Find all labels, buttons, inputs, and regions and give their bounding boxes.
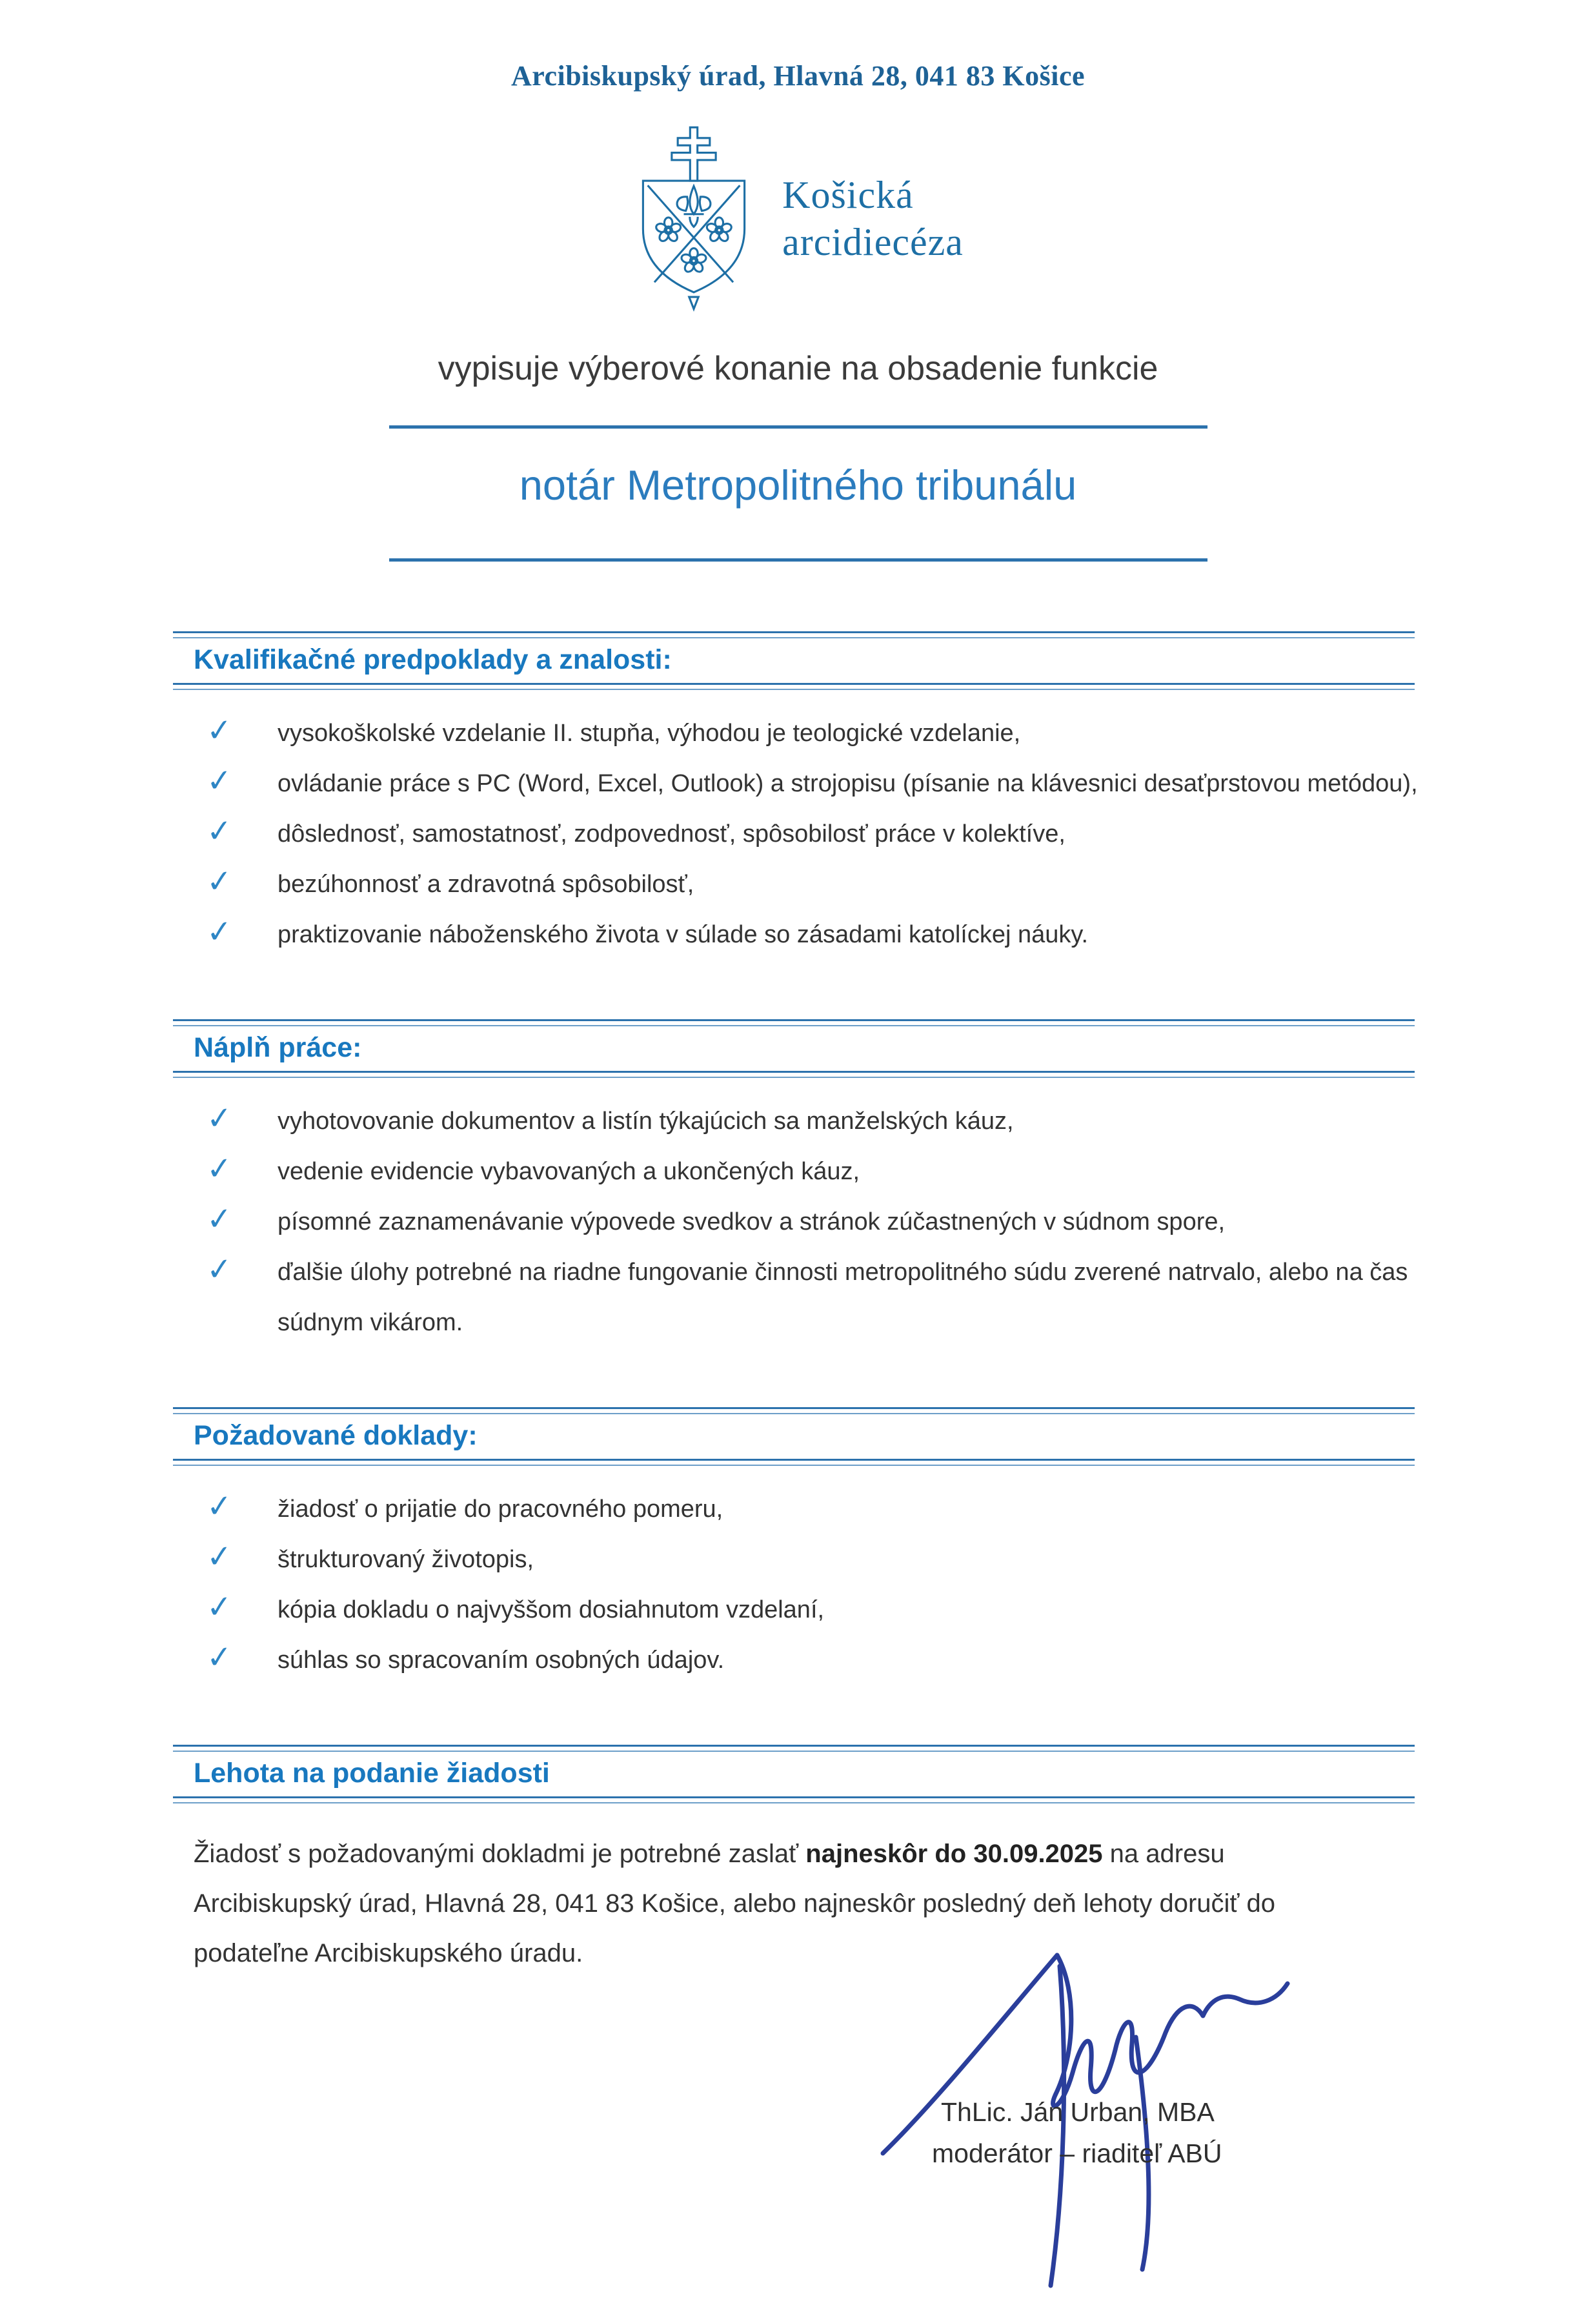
- checklist-item-text: dôslednosť, samostatnosť, zodpovednosť, spôsobilosť práce v kolektíve,: [278, 820, 1066, 848]
- section-rule: [173, 683, 1415, 690]
- check-icon: ✓: [205, 1252, 234, 1288]
- check-icon: ✓: [205, 1488, 234, 1525]
- rose-icon: [655, 218, 682, 243]
- position-title: notár Metropolitného tribunálu: [519, 462, 1077, 509]
- check-icon: ✓: [205, 1589, 234, 1625]
- checklist-item-text: ďalšie úlohy potrebné na riadne fungovanie činnosti metropolitného súdu zverené natrvalo, alebo na čas súdnym vikárom.: [278, 1259, 1408, 1336]
- checklist-item-text: kópia dokladu o najvyššom dosiahnutom vzdelaní,: [278, 1596, 825, 1623]
- checklist-item: [207, 1247, 1435, 1348]
- checklist-item: [207, 1484, 1435, 1534]
- section-required-documents: [0, 1407, 1596, 1685]
- checklist-item: [207, 708, 1435, 758]
- checklist-item: [207, 1197, 1435, 1247]
- deadline-text-start: Žiadosť s požadovanými dokladmi je potrebné zaslať: [194, 1840, 806, 1868]
- checklist-item-text: praktizovanie náboženského života v súlade so zásadami katolíckej náuky.: [278, 921, 1089, 948]
- section-rule: [173, 1459, 1415, 1466]
- check-icon: ✓: [205, 914, 234, 950]
- double-cross-icon: [672, 127, 716, 181]
- section-heading: Požadované doklady:: [194, 1420, 478, 1451]
- section-qualifications: [0, 631, 1596, 960]
- checklist-item: [207, 1534, 1435, 1585]
- check-icon: ✓: [205, 1201, 234, 1237]
- checklist: [0, 708, 1596, 960]
- section-rule: [173, 1019, 1415, 1026]
- check-icon: ✓: [205, 1101, 234, 1137]
- section-rule: [173, 1796, 1415, 1803]
- rose-icon: [680, 249, 707, 274]
- signature-block: [865, 1937, 1304, 2305]
- checklist-item-text: bezúhonnosť a zdravotná spôsobilosť,: [278, 871, 694, 898]
- checklist-item-text: vedenie evidencie vybavovaných a ukončených káuz,: [278, 1158, 860, 1185]
- divider-line: [389, 425, 1207, 429]
- checklist-item: [207, 909, 1435, 960]
- check-icon: ✓: [205, 763, 234, 799]
- deadline-date: najneskôr do 30.09.2025: [805, 1840, 1103, 1868]
- section-rule: [173, 1071, 1415, 1078]
- letterhead-address: Arcibiskupský úrad, Hlavná 28, 041 83 Košice: [510, 60, 1086, 92]
- checklist-item: [207, 1146, 1435, 1197]
- section-heading: Náplň práce:: [194, 1032, 362, 1063]
- rose-icon: [706, 218, 732, 243]
- check-icon: ✓: [205, 713, 234, 749]
- diocese-name: [782, 172, 964, 266]
- section-heading: Lehota na podanie žiadosti: [194, 1758, 550, 1789]
- checklist-item-text: žiadosť o prijatie do pracovného pomeru,: [278, 1496, 723, 1523]
- section-job-description: [0, 1019, 1596, 1348]
- checklist-item: [207, 1585, 1435, 1635]
- fleur-de-lis-icon: [677, 186, 711, 227]
- section-heading: Kvalifikačné predpoklady a znalosti:: [194, 644, 672, 675]
- check-icon: ✓: [205, 813, 234, 849]
- checklist-item-text: štrukturovaný životopis,: [278, 1546, 534, 1573]
- checklist-item-text: vyhotovovanie dokumentov a listín týkajúcich sa manželských káuz,: [278, 1108, 1014, 1135]
- checklist-item: [207, 758, 1435, 809]
- diocese-name-line2: arcidiecéza: [782, 221, 964, 263]
- section-rule: [173, 1745, 1415, 1752]
- checklist-item: [207, 1096, 1435, 1146]
- checklist-item: [207, 809, 1435, 859]
- checklist-item: [207, 1635, 1435, 1685]
- section-rule: [173, 631, 1415, 638]
- diocese-logo: [0, 122, 1596, 316]
- checklist-item-text: ovládanie práce s PC (Word, Excel, Outlook) a strojopisu (písanie na klávesnici desaťprstovou metódou),: [278, 770, 1418, 797]
- check-icon: ✓: [205, 864, 234, 900]
- signatory-role: moderátor – riaditeľ ABÚ: [932, 2138, 1222, 2168]
- checklist-item: [207, 859, 1435, 909]
- checklist: [0, 1484, 1596, 1685]
- announcement-line: vypisuje výberové konanie na obsadenie funkcie: [438, 350, 1158, 387]
- signatory-name: ThLic. Ján Urban, MBA: [941, 2097, 1215, 2127]
- checklist: [0, 1096, 1596, 1348]
- section-rule: [173, 1407, 1415, 1414]
- checklist-item-text: súhlas so spracovaním osobných údajov.: [278, 1647, 725, 1674]
- section-deadline: [0, 1745, 1596, 1803]
- checklist-item-text: vysokoškolské vzdelanie II. stupňa, výhodou je teologické vzdelanie,: [278, 720, 1021, 747]
- deadline-text-end: na adresu Arcibiskupský úrad, Hlavná 28, 041 83 Košice, alebo najneskôr posledný deň lehoty doručiť do podateľne Arcibiskupského úradu.: [194, 1840, 1276, 1967]
- check-icon: ✓: [205, 1640, 234, 1676]
- divider-line: [389, 558, 1207, 562]
- diocese-name-line1: Košická: [782, 173, 914, 216]
- coat-of-arms-icon: [632, 122, 755, 316]
- check-icon: ✓: [205, 1539, 234, 1575]
- check-icon: ✓: [205, 1151, 234, 1187]
- checklist-item-text: písomné zaznamenávanie výpovede svedkov a stránok zúčastnených v súdnom spore,: [278, 1208, 1226, 1235]
